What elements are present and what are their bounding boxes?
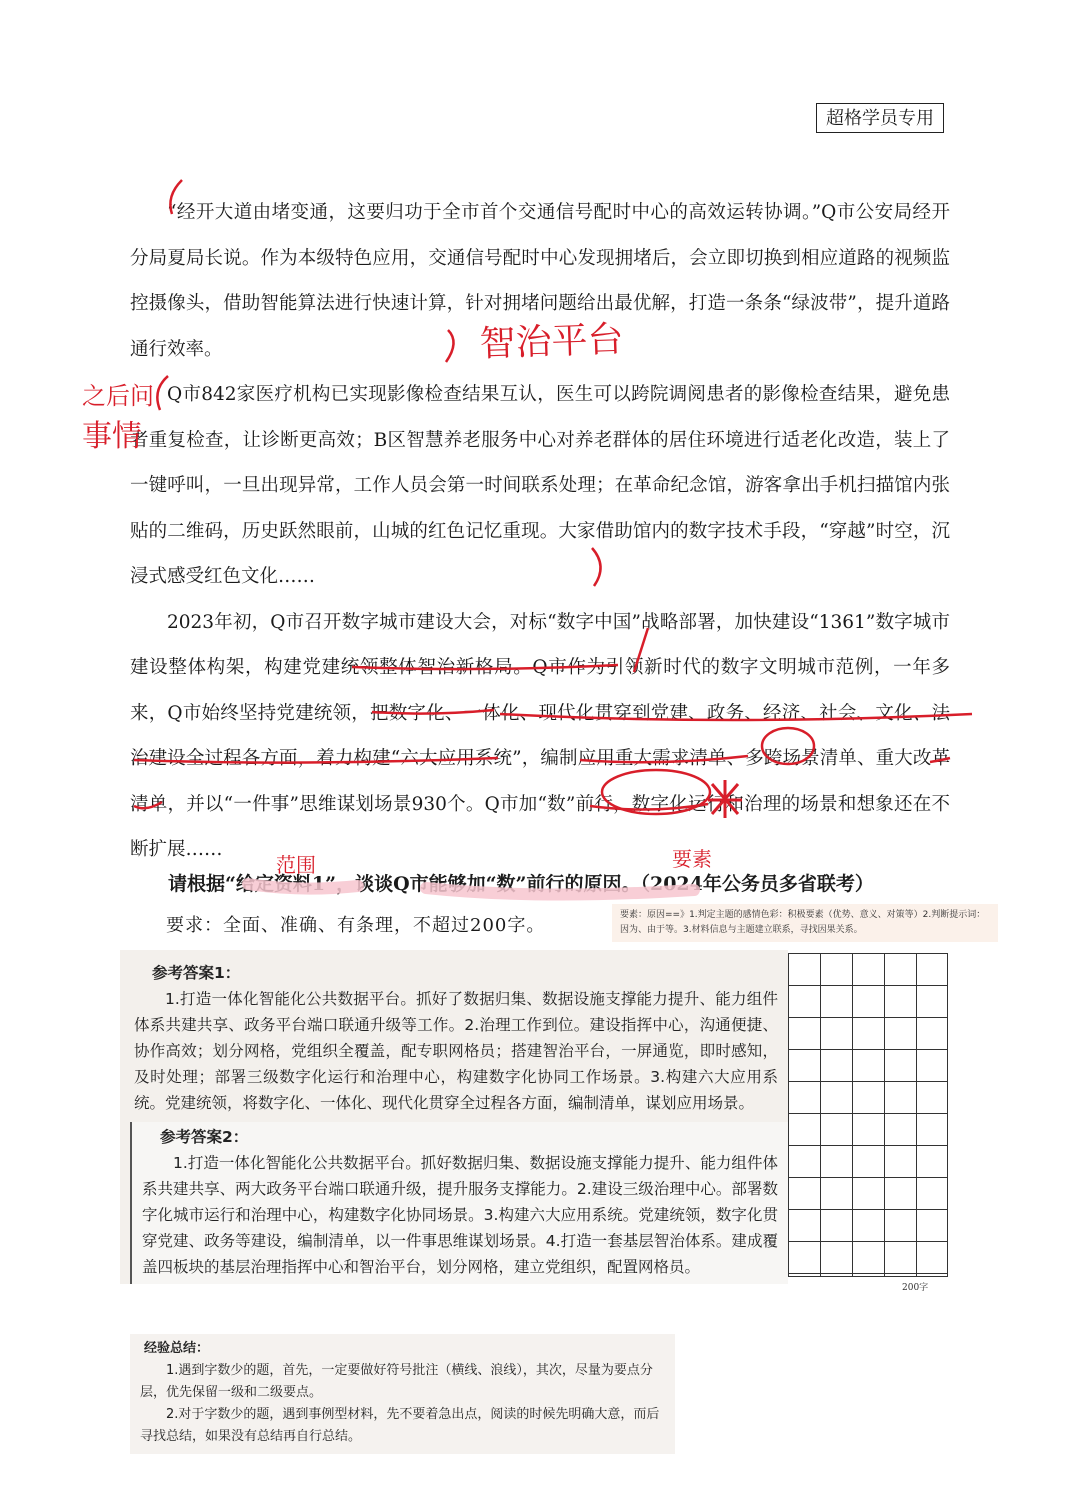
reference-answer-1	[120, 950, 788, 1122]
passage-paragraph-3: 2023年初，Q市召开数字城市建设大会，对标“数字中国”战略部署，加快建设“1361”数字城市建设整体构架，构建党建统领整体智治新格局。Q市作为引领新时代的数字文明城市范例，一年多来，Q市始终坚持党建统领，把数字化、一体化、现代化贯穿到党建、政务、经济、社会、文化、法治建设全过程各方面，着力构建“六大应用系统”，编制应用重大需求清单、多跨场景清单、重大改革清单，并以“一件事”思维谋划场景930个。Q市加“数”前行，数字化运行和治理的场景和想象还在不断扩展……	[130, 611, 950, 860]
answer-2-title: 参考答案2：	[160, 1128, 249, 1146]
note-side-2: 事情	[82, 419, 142, 454]
student-only-badge: 超格学员专用	[816, 103, 944, 133]
answer-1-title: 参考答案1：	[152, 964, 241, 982]
material-passage	[130, 190, 950, 873]
experience-item-1: 1.遇到字数少的题，首先，一定要做好符号批注（横线、浪线），其次，尽量为要点分层，优先保留一级和二级要点。	[140, 1363, 653, 1400]
answer-requirement: 要求：全面、准确、有条理，不超过200字。	[166, 915, 546, 936]
note-element: 要素	[672, 847, 712, 871]
experience-item-2: 2.对于字数少的题，遇到事例型材料，先不要着急出点，阅读的时候先明确大意，而后寻找总结，如果没有总结再自行总结。	[140, 1407, 660, 1444]
experience-title: 经验总结：	[144, 1341, 210, 1356]
passage-paragraph-2: Q市842家医疗机构已实现影像检查结果互认，医生可以跨院调阅患者的影像检查结果，避免患者重复检查，让诊断更高效；B区智慧养老服务中心对养老群体的居住环境进行适老化改造，装上了一键呼叫，一旦出现异常，工作人员会第一时间联系处理；在革命纪念馆，游客拿出手机扫描馆内张贴的二维码，历史跃然眼前，山城的红色记忆重现。大家借助馆内的数字技术手段，“穿越”时空，沉浸式感受红色文化……	[130, 384, 950, 587]
reference-answer-2	[130, 1122, 788, 1284]
reference-answers	[120, 950, 788, 1284]
question-text: 请根据“给定资料1”，谈谈Q市能够加“数”前行的原因。（2024年公务员多省联考）	[168, 873, 874, 895]
passage-paragraph-1: “经开大道由堵变通，这要归功于全市首个交通信号配时中心的高效运转协调。”Q市公安局经开分局夏局长说。作为本级特色应用，交通信号配时中心发现拥堵后，会立即切换到相应道路的视频监控摄像头，借助智能算法进行快速计算，针对拥堵问题给出最优解，打造一条条“绿波带”，提升道路通行效率。	[130, 202, 950, 360]
answer-grid	[788, 953, 948, 1277]
note-side-1: 之后问	[82, 382, 154, 410]
note-scope: 范围	[276, 853, 316, 877]
experience-summary	[130, 1334, 675, 1454]
element-hint-note: 要素：原因==》1.判定主题的感情色彩：积极要素（优势、意义、对策等）2.判断提示词：因为、由于等。3.材料信息与主题建立联系，寻找因果关系。	[612, 904, 998, 942]
answer-2-text: 1.打造一体化智能化公共数据平台。抓好数据归集、数据设施支撑能力提升、能力组件体系共建共享、两大政务平台端口联通升级，提升服务支撑能力。2.建设三级治理中心。部署数字化城市运行和治理中心，构建数字化协同场景。3.构建六大应用系统。党建统领，数字化贯穿党建、政务等建设，编制清单，以一件事思维谋划场景。4.打造一套基层智治体系。建成覆盖四板块的基层治理指挥中心和智治平台，划分网格，建立党组织，配置网格员。	[142, 1154, 778, 1276]
note-platform: 智治平台	[478, 318, 625, 365]
answer-1-text: 1.打造一体化智能化公共数据平台。抓好了数据归集、数据设施支撑能力提升、能力组件体系共建共享、政务平台端口联通升级等工作。2.治理工作到位。建设指挥中心，沟通便捷、协作高效；划分网格，党组织全覆盖，配专职网格员；搭建智治平台，一屏通览，即时感知，及时处理；部署三级数字化运行和治理中心，构建数字化协同工作场景。3.构建六大应用系统。党建统领，将数字化、一体化、现代化贯穿全过程各方面，编制清单，谋划应用场景。	[134, 990, 778, 1112]
grid-word-count-label: 200字	[902, 1283, 929, 1293]
